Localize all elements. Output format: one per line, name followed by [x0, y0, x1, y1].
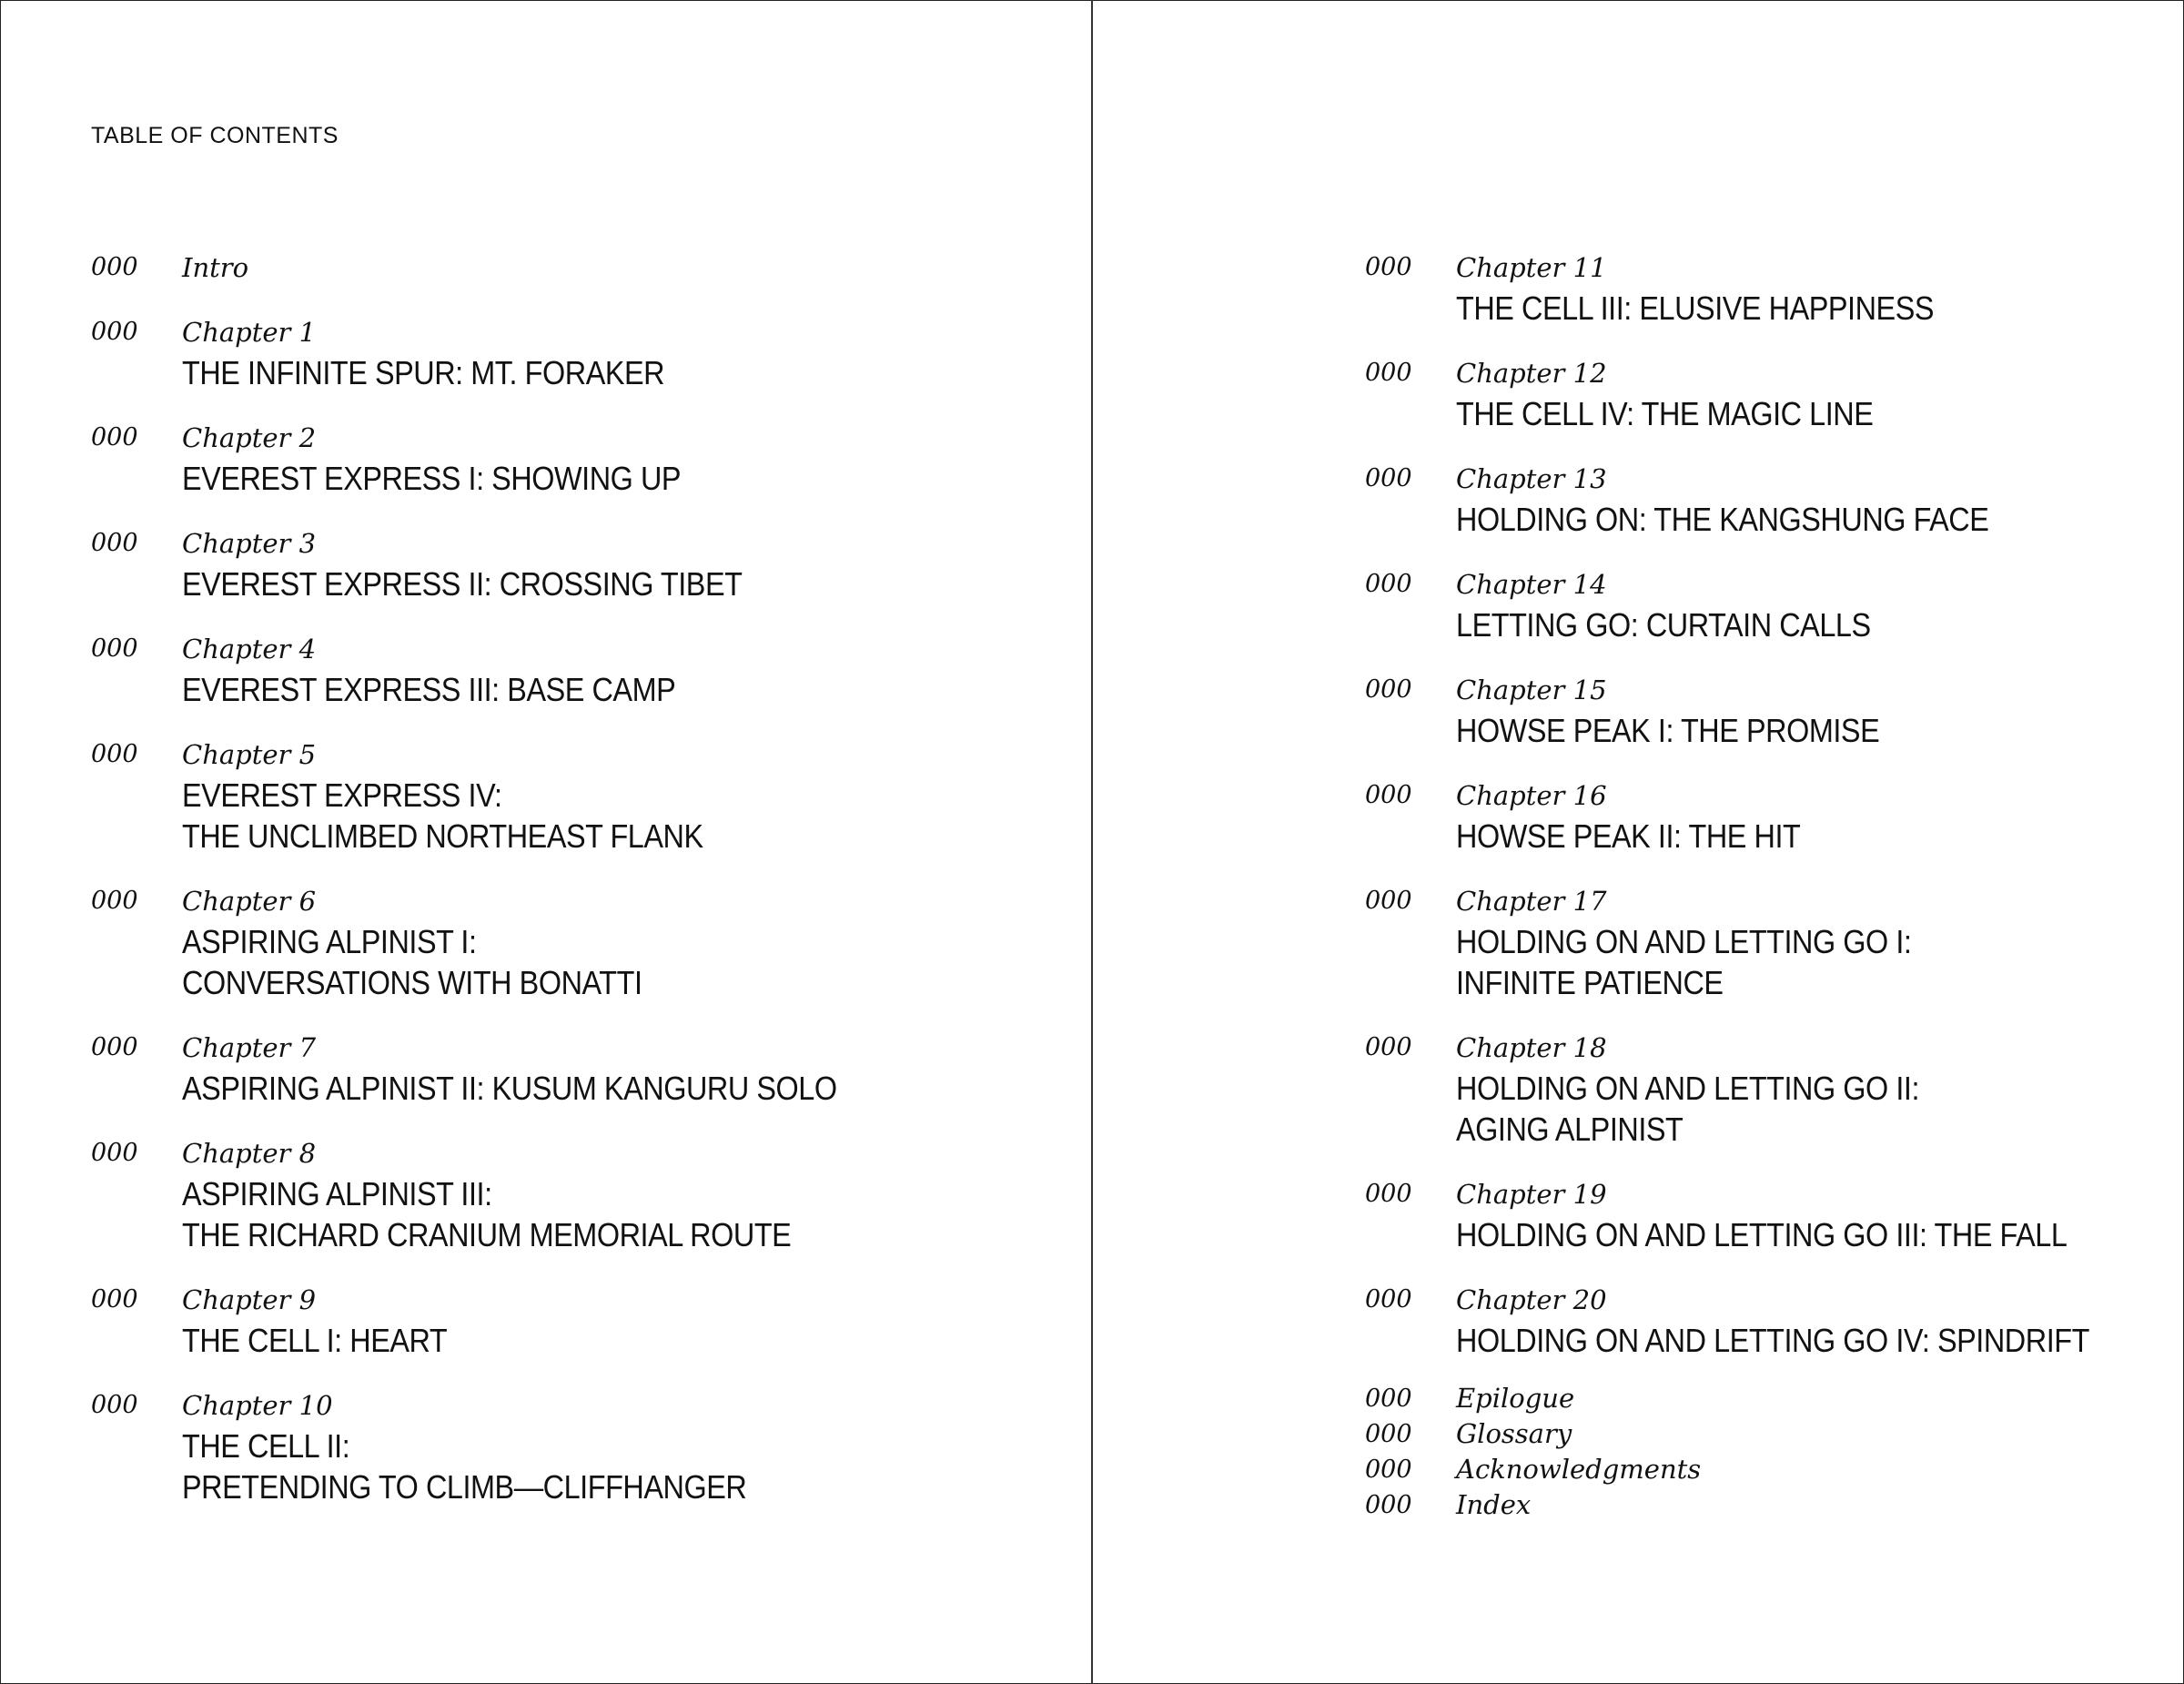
toc-chapter-title: EVEREST EXPRESS I: SHOWING UP: [182, 460, 682, 497]
toc-chapter-label: Chapter 15: [1456, 675, 1607, 705]
toc-entry: [91, 629, 1056, 710]
toc-chapter-label: Chapter 1: [182, 317, 317, 348]
toc-entry: [1365, 248, 2166, 329]
toc-chapter-title: THE CELL IV: THE MAGIC LINE: [1456, 395, 1874, 432]
toc-page-number: 000: [91, 253, 138, 281]
toc-chapter-title: INFINITE PATIENCE: [1456, 964, 1724, 1001]
toc-entry: [91, 735, 1056, 857]
toc-chapter-label: Epilogue: [1456, 1383, 1575, 1414]
toc-chapter-label: Chapter 3: [182, 528, 317, 559]
toc-chapter-title: ASPIRING ALPINIST II: KUSUM KANGURU SOLO: [182, 1070, 837, 1107]
toc-page-number: 000: [91, 1139, 138, 1167]
toc-page-number: 000: [1365, 359, 1412, 387]
toc-chapter-title: ASPIRING ALPINIST I:: [182, 923, 477, 960]
toc-chapter-label: Chapter 20: [1456, 1284, 1607, 1315]
toc-chapter-label: Chapter 12: [1456, 358, 1607, 389]
toc-chapter-label: Index: [1456, 1489, 1532, 1520]
toc-entry: [1365, 1416, 2166, 1452]
toc-chapter-label: Chapter 9: [182, 1284, 317, 1315]
toc-list-right: [1365, 248, 2166, 1523]
toc-entry: [1365, 353, 2166, 434]
toc-chapter-title: THE CELL I: HEART: [182, 1322, 448, 1359]
toc-chapter-title: EVEREST EXPRESS III: BASE CAMP: [182, 671, 676, 708]
toc-page-number: 000: [91, 1391, 138, 1419]
toc-page-number: 000: [91, 1033, 138, 1061]
toc-page-number: 000: [1365, 1180, 1412, 1208]
toc-chapter-label: Chapter 14: [1456, 569, 1607, 600]
toc-heading: TABLE OF CONTENTS: [91, 123, 339, 148]
toc-entry: [1365, 1381, 2166, 1416]
toc-page-number: 000: [1365, 781, 1412, 809]
toc-page-number: 000: [1365, 675, 1412, 704]
toc-chapter-label: Chapter 8: [182, 1138, 317, 1169]
toc-chapter-title: CONVERSATIONS WITH BONATTI: [182, 964, 642, 1001]
toc-chapter-label: Chapter 7: [182, 1032, 317, 1063]
toc-chapter-title: THE UNCLIMBED NORTHEAST FLANK: [182, 817, 703, 855]
toc-entry: [91, 1385, 1056, 1507]
toc-page-number: 000: [1365, 1285, 1412, 1314]
left-page: [91, 0, 1056, 1684]
toc-page-number: 000: [91, 529, 138, 557]
toc-chapter-label: Glossary: [1456, 1418, 1572, 1449]
toc-chapter-title: AGING ALPINIST: [1456, 1111, 1684, 1148]
toc-chapter-title: THE INFINITE SPUR: MT. FORAKER: [182, 354, 665, 391]
toc-entry: [91, 1280, 1056, 1361]
toc-entry: [91, 248, 1056, 288]
toc-entry: [1365, 1028, 2166, 1150]
toc-entry: [1365, 670, 2166, 751]
toc-page-number: 000: [91, 634, 138, 663]
toc-entry: [91, 1028, 1056, 1109]
toc-entry: [1365, 1174, 2166, 1255]
toc-page-number: 000: [91, 423, 138, 451]
toc-entry: [1365, 776, 2166, 857]
toc-page-number: 000: [91, 740, 138, 768]
toc-entry: [91, 523, 1056, 604]
toc-chapter-label: Chapter 18: [1456, 1032, 1607, 1063]
toc-chapter-title: HOLDING ON AND LETTING GO III: THE FALL: [1456, 1216, 2068, 1253]
toc-chapter-title: HOLDING ON AND LETTING GO II:: [1456, 1070, 1920, 1107]
toc-chapter-title: HOLDING ON: THE KANGSHUNG FACE: [1456, 501, 1989, 538]
toc-chapter-label: Acknowledgments: [1456, 1454, 1702, 1485]
toc-chapter-label: Chapter 19: [1456, 1179, 1607, 1210]
toc-chapter-label: Chapter 11: [1456, 252, 1607, 283]
toc-chapter-title: HOWSE PEAK II: THE HIT: [1456, 817, 1801, 855]
toc-chapter-label: Chapter 16: [1456, 780, 1607, 811]
toc-page-number: 000: [1365, 1456, 1412, 1484]
toc-back-matter: [1365, 1381, 2166, 1523]
toc-entry: [91, 312, 1056, 393]
toc-chapter-label: Chapter 2: [182, 422, 317, 453]
toc-page-number: 000: [91, 318, 138, 346]
toc-page-number: 000: [1365, 1385, 1412, 1413]
toc-chapter-title: ASPIRING ALPINIST III:: [182, 1175, 492, 1212]
toc-entry: [1365, 881, 2166, 1003]
toc-page-number: 000: [1365, 1033, 1412, 1061]
toc-page-number: 000: [1365, 253, 1412, 281]
toc-entry: [91, 1133, 1056, 1255]
toc-list-left: [91, 248, 1056, 1507]
toc-chapter-label: Chapter 17: [1456, 886, 1607, 917]
toc-entry: [1365, 459, 2166, 540]
page-gutter-divider: [1091, 0, 1093, 1684]
toc-chapter-title: THE RICHARD CRANIUM MEMORIAL ROUTE: [182, 1216, 792, 1253]
toc-chapter-title: THE CELL III: ELUSIVE HAPPINESS: [1456, 289, 1935, 327]
toc-page-number: 000: [91, 887, 138, 915]
toc-entry: [1365, 1280, 2166, 1361]
toc-chapter-title: LETTING GO: CURTAIN CALLS: [1456, 606, 1871, 644]
toc-entry: [91, 881, 1056, 1003]
toc-page-number: 000: [1365, 1420, 1412, 1448]
toc-page-number: 000: [1365, 570, 1412, 598]
toc-chapter-label: Chapter 10: [182, 1390, 333, 1421]
toc-chapter-title: THE CELL II:: [182, 1427, 350, 1465]
toc-entry: [1365, 1487, 2166, 1523]
toc-chapter-label: Chapter 13: [1456, 463, 1607, 494]
toc-chapter-label: Chapter 5: [182, 739, 317, 770]
toc-chapter-title: HOLDING ON AND LETTING GO IV: SPINDRIFT: [1456, 1322, 2089, 1359]
right-page: [1365, 0, 2166, 1684]
toc-chapter-label: Chapter 6: [182, 886, 317, 917]
toc-chapter-title: PRETENDING TO CLIMB—CLIFFHANGER: [182, 1468, 747, 1506]
toc-entry: [1365, 1452, 2166, 1487]
toc-chapter-title: HOWSE PEAK I: THE PROMISE: [1456, 712, 1880, 749]
toc-entry: [1365, 564, 2166, 645]
toc-chapter-label: Chapter 4: [182, 634, 317, 664]
toc-chapter-title: HOLDING ON AND LETTING GO I:: [1456, 923, 1912, 960]
toc-chapter-title: EVEREST EXPRESS IV:: [182, 776, 502, 814]
toc-page-number: 000: [1365, 464, 1412, 492]
toc-entry: [91, 418, 1056, 499]
toc-page-number: 000: [91, 1285, 138, 1314]
toc-page-number: 000: [1365, 1491, 1412, 1519]
toc-chapter-title: EVEREST EXPRESS II: CROSSING TIBET: [182, 565, 743, 603]
toc-chapter-label: Intro: [182, 252, 249, 283]
toc-page-number: 000: [1365, 887, 1412, 915]
